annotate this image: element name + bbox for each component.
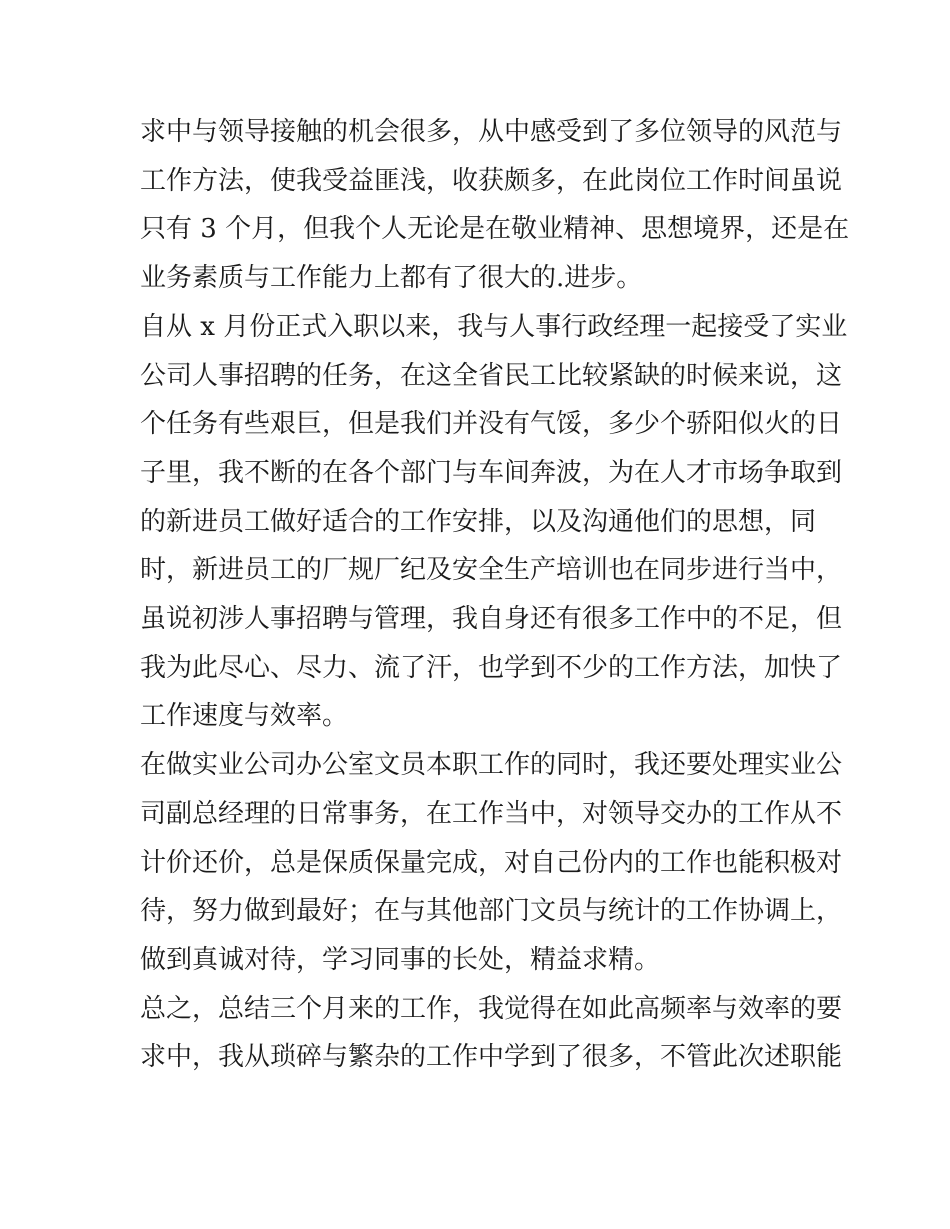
- text-line: 总之，总结三个月来的工作，我觉得在如此高频率与效率的要: [140, 993, 843, 1024]
- text-line: 子里，我不断的在各个部门与车间奔波，为在人才市场争取到: [140, 457, 843, 488]
- text-line: 个任务有些艰巨，但是我们并没有气馁，多少个骄阳似火的日: [140, 409, 843, 440]
- text-line: 计价还价，总是保质保量完成，对自己份内的工作也能积极对: [140, 847, 843, 878]
- text-line: 工作速度与效率。: [140, 701, 349, 732]
- text-line: 工作方法，使我受益匪浅，收获颇多，在此岗位工作时间虽说: [140, 165, 843, 196]
- text-line: 求中，我从琐碎与繁杂的工作中学到了很多，不管此次述职能: [140, 1042, 843, 1073]
- text-line: 时，新进员工的厂规厂纪及安全生产培训也在同步进行当中，: [140, 555, 843, 586]
- text-line: 我为此尽心、尽力、流了汗，也学到不少的工作方法，加快了: [140, 652, 843, 683]
- text-line: 业务素质与工作能力上都有了很大的.进步。: [140, 263, 643, 294]
- text-line: 待，努力做到最好；在与其他部门文员与统计的工作协调上，: [140, 896, 843, 927]
- text-line: 虽说初涉人事招聘与管理，我自身还有很多工作中的不足，但: [140, 604, 843, 634]
- text-line: 做到真诚对待，学习同事的长处，精益求精。: [140, 944, 661, 975]
- text-line: 公司人事招聘的任务，在这全省民工比较紧缺的时候来说，这: [140, 360, 843, 391]
- text-line: 只有 3 个月，但我个人无论是在敬业精神、思想境界，还是在: [140, 214, 850, 245]
- text-line: 司副总经理的日常事务，在工作当中，对领导交办的工作从不: [140, 798, 843, 829]
- text-line: 在做实业公司办公室文员本职工作的同时，我还要处理实业公: [140, 750, 843, 781]
- text-line: 求中与领导接触的机会很多，从中感受到了多位领导的风范与: [140, 117, 843, 147]
- text-line: 自从 x 月份正式入职以来，我与人事行政经理一起接受了实业: [140, 311, 848, 342]
- text-line: 的新进员工做好适合的工作安排，以及沟通他们的思想，同: [140, 506, 817, 537]
